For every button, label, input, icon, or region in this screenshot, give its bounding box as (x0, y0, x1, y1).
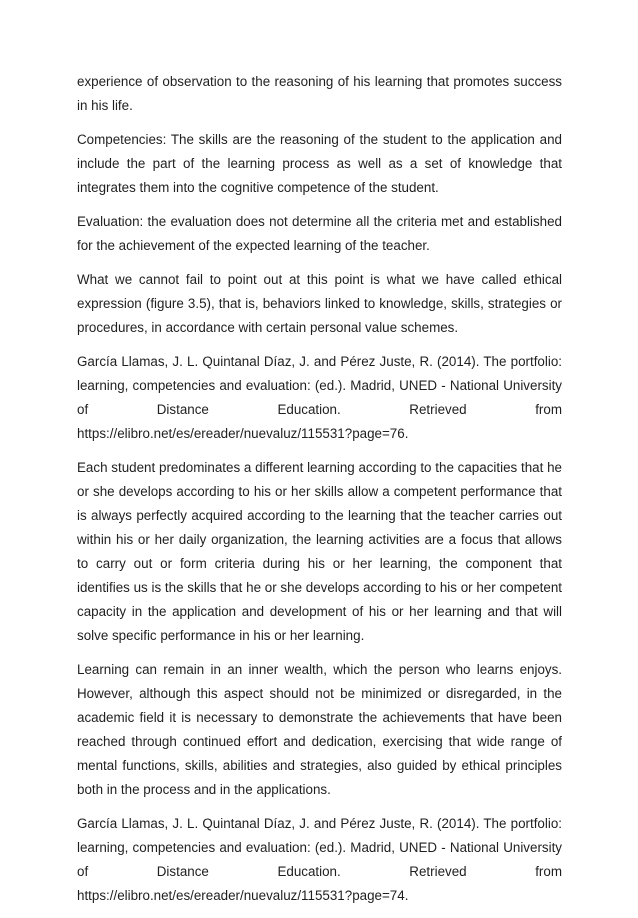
paragraph-experience: experience of observation to the reasoning of his learning that promotes success in his life. (77, 74, 562, 113)
paragraph-ethical-expression: What we cannot fail to point out at this point is what we have called ethical expression (figure 3.5), that is, behaviors linked to knowledge, skills, strategies or procedures, in accordance with certain personal value schemes. (77, 272, 562, 335)
citation-page-76: García Llamas, J. L. Quintanal Díaz, J. and Pérez Juste, R. (2014). The portfolio: learning, competencies and evaluation: (ed.). Madrid, UNED - National University of Distance Education. Retrieved from https://elibro.net/es/ereader/nuevaluz/115531?page=76. (77, 354, 562, 441)
paragraph-competencies: Competencies: The skills are the reasoning of the student to the application and include the part of the learning process as well as a set of knowledge that integrates them into the cognitive competence of the student. (77, 132, 562, 195)
document-body (77, 70, 562, 918)
paragraph-inner-wealth: Learning can remain in an inner wealth, which the person who learns enjoys. However, although this aspect should not be minimized or disregarded, in the academic field it is necessary to demonstrate the achievements that have been reached through continued effort and dedication, exercising that wide range of mental functions, skills, abilities and strategies, also guided by ethical principles both in the process and in the applications. (77, 662, 562, 797)
paragraph-each-student: Each student predominates a different learning according to the capacities that he or she develops according to his or her skills allow a competent performance that is always perfectly acquired according to the learning that the teacher carries out within his or her daily organization, the learning activities are a focus that allows to carry out or form criteria during his or her learning, the component that identifies us is the skills that he or she develops according to his or her competent capacity in the application and development of his or her learning and that will solve specific performance in his or her learning. (77, 460, 562, 643)
citation-page-74: García Llamas, J. L. Quintanal Díaz, J. and Pérez Juste, R. (2014). The portfolio: learning, competencies and evaluation: (ed.). Madrid, UNED - National University of Distance Education. Retrieved from https://elibro.net/es/ereader/nuevaluz/115531?page=74. (77, 816, 562, 903)
paragraph-evaluation: Evaluation: the evaluation does not determine all the criteria met and established for the achievement of the expected learning of the teacher. (77, 214, 562, 253)
